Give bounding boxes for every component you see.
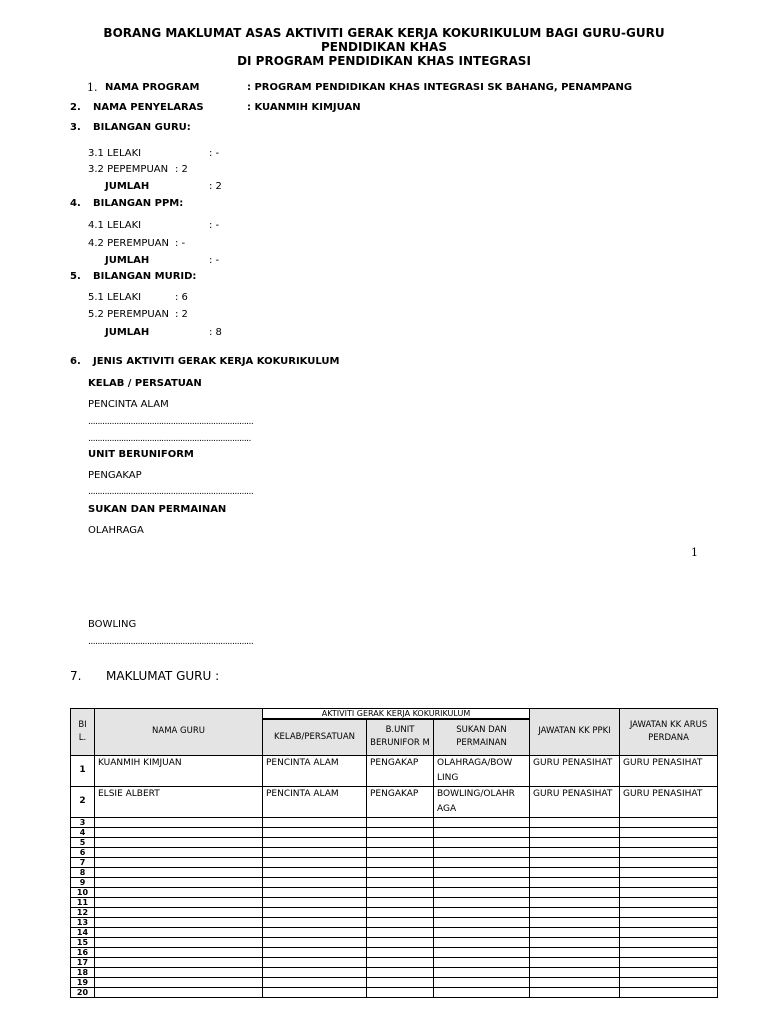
unit-value: PENGAKAP — [88, 470, 142, 481]
row-bil: 11 — [71, 897, 95, 907]
row-sukan — [434, 947, 530, 957]
row-sukan: BOWLING/OLAHR AGA — [434, 786, 530, 817]
guru-perempuan-label: 3.2 PEPEMPUAN — [88, 164, 169, 175]
row-kelab — [263, 967, 367, 977]
row-sukan — [434, 897, 530, 907]
row-bil: 18 — [71, 967, 95, 977]
maklumat-guru-table — [70, 708, 718, 998]
table-row-empty — [71, 967, 718, 977]
row-unit — [367, 957, 434, 967]
row-sukan: OLAHRAGA/BOW LING — [434, 755, 530, 786]
row-jawatan-arus: GURU PENASIHAT — [620, 755, 718, 786]
row-jawatan-ppki — [530, 877, 620, 887]
row-bil: 19 — [71, 977, 95, 987]
jenis-aktiviti-label: JENIS AKTIVITI GERAK KERJA KOKURIKULUM — [93, 356, 340, 367]
table-row-empty — [71, 847, 718, 857]
guru-jumlah-value: : 2 — [209, 181, 222, 192]
sukan-value-2: BOWLING — [88, 619, 137, 630]
row-bil: 6 — [71, 847, 95, 857]
row-jawatan-ppki — [530, 977, 620, 987]
table-row-empty — [71, 897, 718, 907]
row-kelab — [263, 887, 367, 897]
row-unit: PENGAKAP — [367, 786, 434, 817]
guru-jumlah-label: JUMLAH — [105, 181, 150, 192]
nama-penyelaras-label: NAMA PENYELARAS — [93, 102, 204, 113]
table-row-empty — [71, 927, 718, 937]
row-kelab — [263, 827, 367, 837]
guru-lelaki-value: : - — [209, 148, 220, 159]
col-header-kelab: KELAB/PERSATUAN — [263, 719, 367, 755]
table-row-empty — [71, 937, 718, 947]
row-kelab — [263, 817, 367, 827]
row-nama-guru — [95, 927, 263, 937]
row-kelab — [263, 847, 367, 857]
row-kelab — [263, 987, 367, 997]
row-nama-guru — [95, 857, 263, 867]
table-row — [71, 755, 718, 786]
row-jawatan-ppki — [530, 927, 620, 937]
col-header-jawatan-ppki: JAWATAN KK PPKI — [530, 709, 620, 756]
row-jawatan-arus: GURU PENASIHAT — [620, 786, 718, 817]
kelab-value: PENCINTA ALAM — [88, 399, 169, 410]
row-kelab — [263, 957, 367, 967]
row-unit — [367, 927, 434, 937]
row-unit — [367, 937, 434, 947]
row-nama-guru — [95, 917, 263, 927]
row-sukan — [434, 867, 530, 877]
row-nama-guru — [95, 897, 263, 907]
row-jawatan-ppki: GURU PENASIHAT — [530, 786, 620, 817]
row-unit — [367, 967, 434, 977]
row-kelab — [263, 927, 367, 937]
table-row-empty — [71, 947, 718, 957]
sukan-dotted-line: ...................................................................... — [88, 637, 254, 647]
row-bil: 2 — [71, 786, 95, 817]
table-row — [71, 786, 718, 817]
row-kelab — [263, 947, 367, 957]
section-4-number: 4. — [70, 198, 81, 209]
table-row-empty — [71, 827, 718, 837]
form-title-line1: BORANG MAKLUMAT ASAS AKTIVITI GERAK KERJA KOKURIKULUM BAGI GURU-GURU — [103, 26, 665, 40]
row-jawatan-ppki — [530, 847, 620, 857]
row-jawatan-arus — [620, 927, 718, 937]
row-bil: 20 — [71, 987, 95, 997]
table-row-empty — [71, 857, 718, 867]
row-jawatan-arus — [620, 867, 718, 877]
col-header-bil: BI L. — [71, 709, 95, 756]
row-sukan — [434, 847, 530, 857]
row-nama-guru — [95, 957, 263, 967]
row-jawatan-ppki — [530, 867, 620, 877]
row-kelab — [263, 917, 367, 927]
row-kelab: PENCINTA ALAM — [263, 786, 367, 817]
bilangan-ppm-label: BILANGAN PPM: — [93, 198, 184, 209]
kelab-dotted-line-1: ...................................................................... — [88, 417, 254, 427]
row-jawatan-ppki — [530, 897, 620, 907]
row-jawatan-ppki — [530, 907, 620, 917]
row-unit — [367, 947, 434, 957]
row-jawatan-arus — [620, 917, 718, 927]
table-row-empty — [71, 907, 718, 917]
row-kelab — [263, 897, 367, 907]
col-header-group-aktiviti: AKTIVITI GERAK KERJA KOKURIKULUM — [263, 709, 530, 720]
form-title-line3: DI PROGRAM PENDIDIKAN KHAS INTEGRASI — [237, 54, 531, 68]
row-nama-guru — [95, 907, 263, 917]
row-kelab — [263, 867, 367, 877]
form-title-line2: PENDIDIKAN KHAS — [321, 40, 447, 54]
sukan-heading: SUKAN DAN PERMAINAN — [88, 504, 227, 515]
row-jawatan-arus — [620, 937, 718, 947]
row-sukan — [434, 977, 530, 987]
section-1-number: 1. — [87, 81, 98, 94]
row-unit — [367, 887, 434, 897]
row-nama-guru: ELSIE ALBERT — [95, 786, 263, 817]
page-number: 1 — [691, 546, 698, 559]
row-jawatan-arus — [620, 857, 718, 867]
row-jawatan-ppki: GURU PENASIHAT — [530, 755, 620, 786]
sukan-value: OLAHRAGA — [88, 525, 144, 536]
row-jawatan-arus — [620, 967, 718, 977]
col-header-sukan: SUKAN DAN PERMAINAN — [434, 719, 530, 755]
row-nama-guru — [95, 937, 263, 947]
row-jawatan-ppki — [530, 817, 620, 827]
row-unit: PENGAKAP — [367, 755, 434, 786]
row-kelab — [263, 937, 367, 947]
row-kelab — [263, 877, 367, 887]
row-unit — [367, 977, 434, 987]
row-nama-guru — [95, 837, 263, 847]
row-sukan — [434, 887, 530, 897]
table-row-empty — [71, 887, 718, 897]
row-sukan — [434, 827, 530, 837]
row-bil: 12 — [71, 907, 95, 917]
section-7-number: 7. — [70, 669, 82, 683]
unit-dotted-line: ...................................................................... — [88, 487, 254, 497]
row-bil: 8 — [71, 867, 95, 877]
row-jawatan-arus — [620, 947, 718, 957]
row-unit — [367, 817, 434, 827]
row-bil: 15 — [71, 937, 95, 947]
row-sukan — [434, 837, 530, 847]
row-jawatan-arus — [620, 897, 718, 907]
row-unit — [367, 907, 434, 917]
row-bil: 16 — [71, 947, 95, 957]
row-nama-guru — [95, 847, 263, 857]
row-nama-guru — [95, 987, 263, 997]
row-unit — [367, 857, 434, 867]
row-jawatan-arus — [620, 957, 718, 967]
murid-lelaki-label: 5.1 LELAKI — [88, 292, 142, 303]
row-sukan — [434, 857, 530, 867]
ppm-perempuan-value: : - — [175, 238, 186, 249]
row-unit — [367, 877, 434, 887]
section-2-number: 2. — [70, 102, 81, 113]
table-row-empty — [71, 987, 718, 997]
row-kelab — [263, 837, 367, 847]
row-unit — [367, 897, 434, 907]
row-sukan — [434, 987, 530, 997]
row-bil: 4 — [71, 827, 95, 837]
row-nama-guru — [95, 827, 263, 837]
row-sukan — [434, 927, 530, 937]
murid-perempuan-value: : 2 — [175, 309, 188, 320]
kelab-dotted-line-2: ..................................................................... — [88, 434, 251, 444]
row-bil: 3 — [71, 817, 95, 827]
row-jawatan-arus — [620, 877, 718, 887]
row-jawatan-arus — [620, 977, 718, 987]
row-jawatan-ppki — [530, 987, 620, 997]
row-nama-guru — [95, 867, 263, 877]
kelab-heading: KELAB / PERSATUAN — [88, 378, 202, 389]
ppm-lelaki-value: : - — [209, 220, 220, 231]
row-jawatan-arus — [620, 817, 718, 827]
row-kelab: PENCINTA ALAM — [263, 755, 367, 786]
row-jawatan-arus — [620, 827, 718, 837]
row-jawatan-ppki — [530, 827, 620, 837]
row-nama-guru: KUANMIH KIMJUAN — [95, 755, 263, 786]
row-sukan — [434, 957, 530, 967]
row-nama-guru — [95, 877, 263, 887]
row-kelab — [263, 977, 367, 987]
row-sukan — [434, 937, 530, 947]
row-jawatan-ppki — [530, 937, 620, 947]
ppm-perempuan-label: 4.2 PEREMPUAN — [88, 238, 169, 249]
row-bil: 13 — [71, 917, 95, 927]
section-5-number: 5. — [70, 271, 81, 282]
row-unit — [367, 867, 434, 877]
row-bil: 14 — [71, 927, 95, 937]
row-sukan — [434, 817, 530, 827]
row-kelab — [263, 857, 367, 867]
guru-lelaki-label: 3.1 LELAKI — [88, 148, 142, 159]
row-nama-guru — [95, 967, 263, 977]
row-jawatan-arus — [620, 987, 718, 997]
table-row-empty — [71, 917, 718, 927]
row-jawatan-ppki — [530, 957, 620, 967]
nama-program-label: NAMA PROGRAM — [105, 82, 200, 93]
row-kelab — [263, 907, 367, 917]
table-row-empty — [71, 837, 718, 847]
table-row-empty — [71, 977, 718, 987]
row-nama-guru — [95, 977, 263, 987]
col-header-unit: B.UNIT BERUNIFOR M — [367, 719, 434, 755]
row-nama-guru — [95, 817, 263, 827]
table-row-empty — [71, 817, 718, 827]
row-bil: 17 — [71, 957, 95, 967]
row-jawatan-ppki — [530, 967, 620, 977]
row-jawatan-ppki — [530, 837, 620, 847]
row-jawatan-arus — [620, 837, 718, 847]
row-unit — [367, 827, 434, 837]
row-jawatan-ppki — [530, 887, 620, 897]
murid-perempuan-label: 5.2 PEREMPUAN — [88, 309, 169, 320]
guru-perempuan-value: : 2 — [175, 164, 188, 175]
murid-lelaki-value: : 6 — [175, 292, 188, 303]
nama-program-value: : PROGRAM PENDIDIKAN KHAS INTEGRASI SK BAHANG, PENAMPANG — [247, 82, 633, 93]
bilangan-murid-label: BILANGAN MURID: — [93, 271, 197, 282]
row-unit — [367, 987, 434, 997]
row-sukan — [434, 967, 530, 977]
row-bil: 1 — [71, 755, 95, 786]
row-sukan — [434, 917, 530, 927]
murid-jumlah-value: : 8 — [209, 327, 222, 338]
row-jawatan-ppki — [530, 857, 620, 867]
ppm-jumlah-label: JUMLAH — [105, 255, 150, 266]
row-bil: 9 — [71, 877, 95, 887]
row-jawatan-ppki — [530, 917, 620, 927]
row-jawatan-arus — [620, 887, 718, 897]
row-unit — [367, 847, 434, 857]
table-row-empty — [71, 957, 718, 967]
row-unit — [367, 837, 434, 847]
col-header-jawatan-arus: JAWATAN KK ARUS PERDANA — [620, 709, 718, 756]
murid-jumlah-label: JUMLAH — [105, 327, 150, 338]
bilangan-guru-label: BILANGAN GURU: — [93, 122, 191, 133]
row-bil: 7 — [71, 857, 95, 867]
ppm-jumlah-value: : - — [209, 255, 220, 266]
row-unit — [367, 917, 434, 927]
table-row-empty — [71, 867, 718, 877]
section-6-number: 6. — [70, 356, 81, 367]
row-bil: 10 — [71, 887, 95, 897]
unit-heading: UNIT BERUNIFORM — [88, 449, 194, 460]
row-nama-guru — [95, 947, 263, 957]
nama-penyelaras-value: : KUANMIH KIMJUAN — [247, 102, 361, 113]
row-jawatan-ppki — [530, 947, 620, 957]
section-3-number: 3. — [70, 122, 81, 133]
row-jawatan-arus — [620, 907, 718, 917]
col-header-nama-guru: NAMA GURU — [95, 709, 263, 756]
maklumat-guru-label: MAKLUMAT GURU : — [106, 669, 220, 683]
row-sukan — [434, 907, 530, 917]
ppm-lelaki-label: 4.1 LELAKI — [88, 220, 142, 231]
row-jawatan-arus — [620, 847, 718, 857]
row-nama-guru — [95, 887, 263, 897]
row-sukan — [434, 877, 530, 887]
table-row-empty — [71, 877, 718, 887]
row-bil: 5 — [71, 837, 95, 847]
